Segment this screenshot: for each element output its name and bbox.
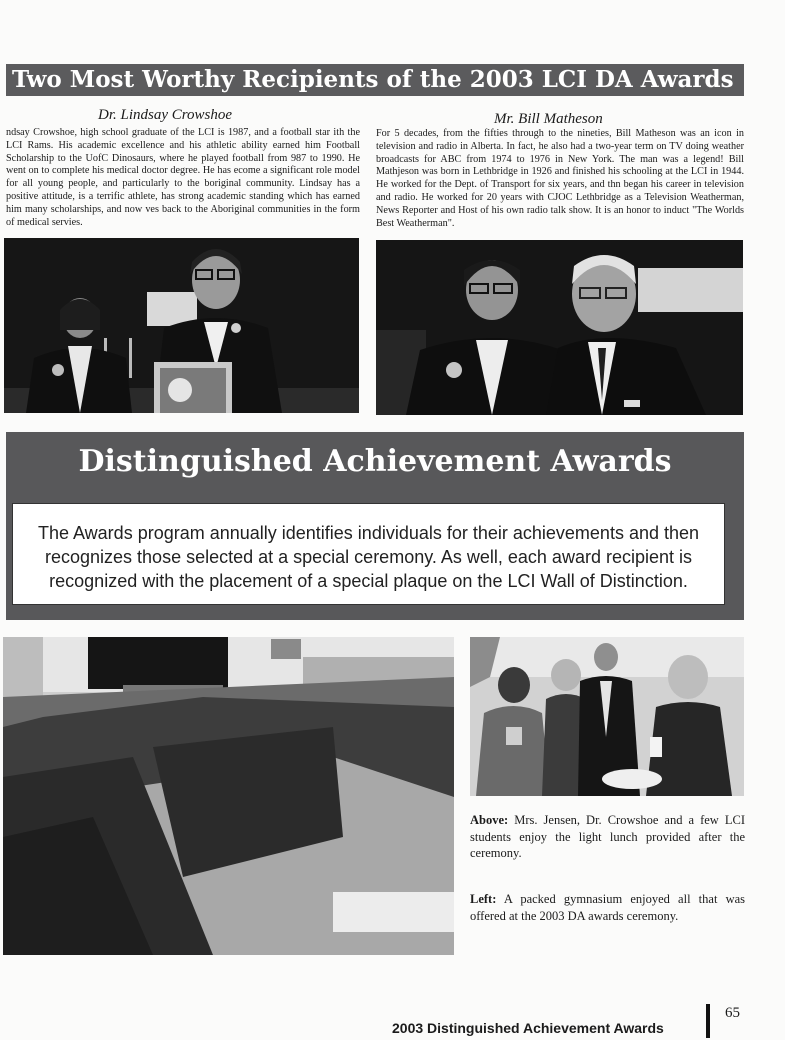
recipient-bio-left: ndsay Crowshoe, high school graduate of the LCI is 1987, and a football star ith the LCI Rams. His academic excellence and his athletic ability earned him Football Scholarship to the UofC Dinosaurs, where he played football from 987 to 1990. He went on to complete his medical doctor degree. He has ecome a significant role model for all young people, and particularly to the boriginal community. Lindsay has a positive attitude, is a terrific athlete, has strong academic standing which has earned him many scholarships, and now ves back to the Aboriginal communities in the form of medical servies.	[6, 127, 360, 228]
caption-left-text: A packed gymnasium enjoyed all that was offered at the 2003 DA awards ceremony.	[470, 892, 746, 923]
page-number: 65	[725, 1005, 740, 1021]
recipient-name-right: Mr. Bill Matheson	[494, 111, 603, 127]
recipient-bio-right: For 5 decades, from the fifties through to the nineties, Bill Matheson was an icon in television and radio in Alberta. In fact, he also had a two-year term on TV doing weather broadcasts for ABC from 1974 to 1976 in New York. The man was a legend! Bill Mathjeson was born in Lethbridge in 1926 and finished his schooling at the LCI in 1944. He worked for the Dept. of Transport for six years, and thn began his career in television and radio. He worked for 20 years with CJOC Lethbridge as a Television Weatherman, News Reporter and Host of his own radio talk show. It is an honor to induct "The Worlds Best Weatherman".	[376, 128, 744, 229]
recipient-name-left: Dr. Lindsay Crowshoe	[98, 107, 233, 123]
awards-section-title: Distinguished Achievement Awards	[78, 444, 672, 479]
caption-above	[470, 812, 745, 862]
photo-matheson-with-crowshoe	[376, 240, 743, 415]
page-banner-title: Two Most Worthy Recipients of the 2003 LCI DA Awards	[6, 64, 744, 96]
photo-light-lunch	[470, 637, 744, 796]
caption-above-label: Above:	[470, 813, 509, 827]
photo-crowshoe-with-plaque	[4, 238, 359, 413]
footer-divider	[706, 1004, 710, 1038]
caption-left-label: Left:	[470, 892, 497, 906]
caption-left	[470, 891, 745, 924]
footer-title: 2003 Distinguished Achievement Awards	[392, 1020, 664, 1036]
photo-gymnasium-ceremony	[3, 637, 454, 955]
caption-above-text: Mrs. Jensen, Dr. Crowshoe and a few LCI students enjoy the light lunch provided after the ceremony.	[470, 813, 745, 860]
awards-description: The Awards program annually identifies individuals for their achievements and then recognizes those selected at a special ceremony. As well, each award recipient is recognized with the placement of a special plaque on the LCI Wall of Distinction.	[12, 503, 725, 605]
